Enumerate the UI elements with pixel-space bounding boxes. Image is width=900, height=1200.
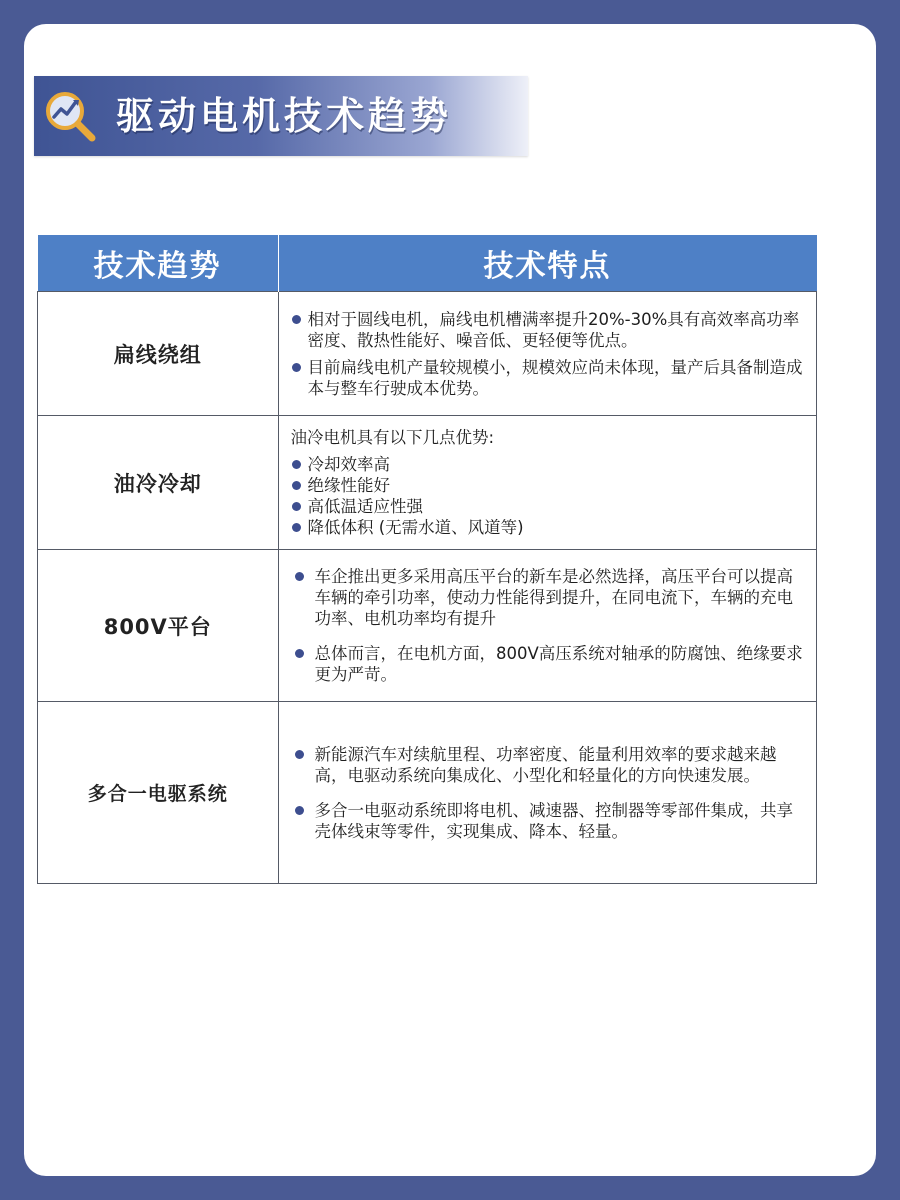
bullet-point: 总体而言，在电机方面，800V高压系统对轴承的防腐蚀、绝缘要求更为严苛。 [291,643,807,685]
table-row [38,292,817,416]
trend-table [37,235,817,884]
bullet-point: 高低温适应性强 [291,496,807,517]
page-title: 驱动电机技术趋势 [116,94,453,138]
bullet-point: 目前扁线电机产量较规模小，规模效应尚未体现，量产后具备制造成本与整车行驶成本优势。 [291,357,807,399]
row-description [278,292,817,416]
table-row [38,702,817,884]
table-row [38,550,817,702]
bullet-point: 冷却效率高 [291,454,807,475]
magnifier-chart-icon [42,88,98,144]
row-description [278,416,817,550]
description-intro: 油冷电机具有以下几点优势: [290,428,495,447]
title-banner [34,76,528,156]
row-category: 800V平台 [38,550,279,702]
row-category: 扁线绕组 [38,292,279,416]
bullet-point: 降低体积 (无需水道、风道等) [291,517,807,538]
bullet-point: 车企推出更多采用高压平台的新车是必然选择，高压平台可以提高车辆的牵引功率，使动力性能得到提升，在同电流下，车辆的充电功率、电机功率均有提升 [291,566,807,629]
bullet-point: 新能源汽车对续航里程、功率密度、能量利用效率的要求越来越高，电驱动系统向集成化、小型化和轻量化的方向快速发展。 [291,744,807,786]
bullet-point: 绝缘性能好 [291,475,807,496]
row-description [278,702,817,884]
column-header-trend: 技术趋势 [38,235,279,292]
table-header-row [38,235,817,292]
bullet-point: 相对于圆线电机，扁线电机槽满率提升20%-30%具有高效率高功率密度、散热性能好、噪音低、更轻便等优点。 [291,309,807,351]
column-header-features: 技术特点 [278,235,817,292]
table-row [38,416,817,550]
bullet-point: 多合一电驱动系统即将电机、减速器、控制器等零部件集成，共享壳体线束等零件，实现集成、降本、轻量。 [291,800,807,842]
row-description [278,550,817,702]
row-category: 油冷冷却 [38,416,279,550]
row-category: 多合一电驱系统 [38,702,279,884]
